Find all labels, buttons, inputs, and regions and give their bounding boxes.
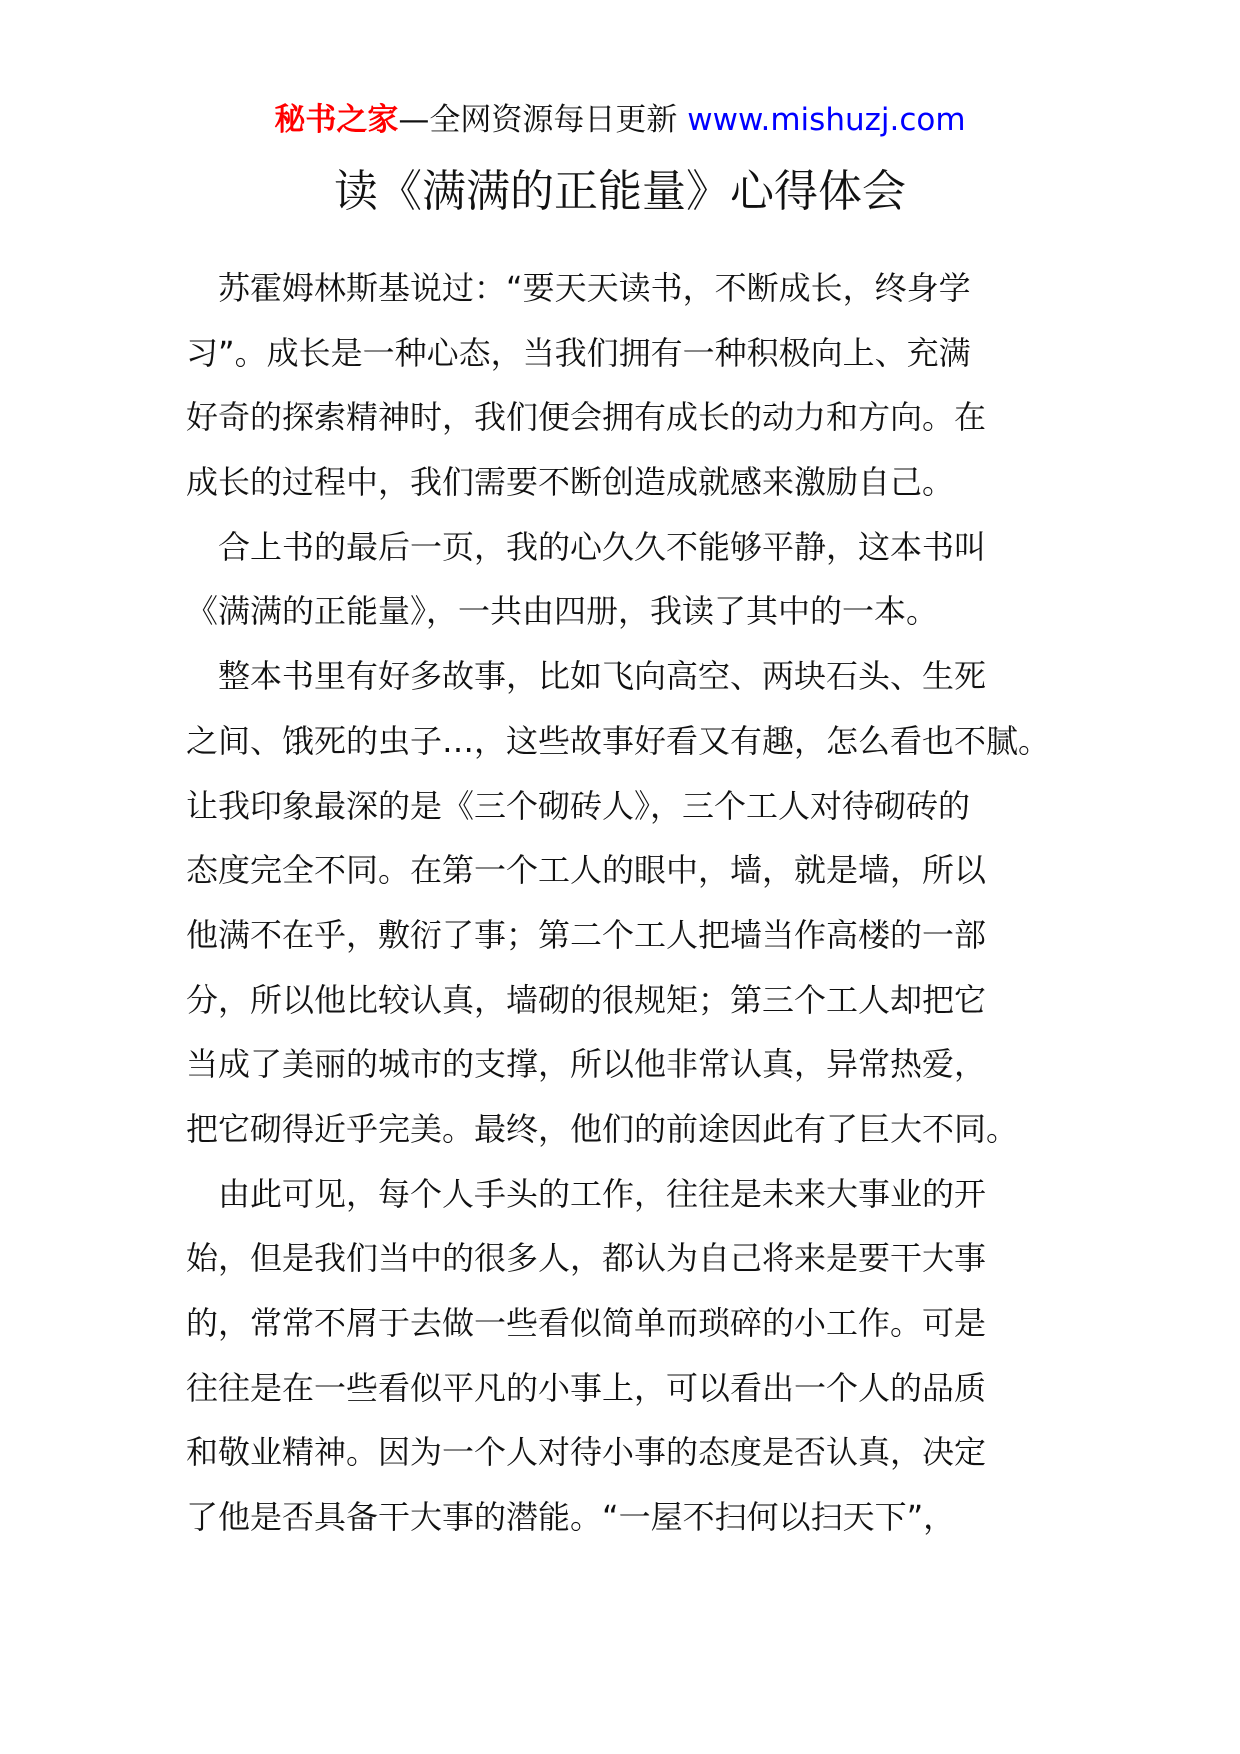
site-url-link[interactable]: www.mishuzj.com (687, 102, 966, 138)
body-line: 态度完全不同。在第一个工人的眼中，墙，就是墙，所以 (186, 851, 987, 890)
brand-name: 秘书之家 (274, 102, 399, 138)
document-body (186, 256, 1054, 1550)
body-line: 他满不在乎，敷衍了事；第二个工人把墙当作高楼的一部 (186, 915, 987, 954)
site-header (0, 98, 1240, 142)
body-line: 整本书里有好多故事，比如飞向高空、两块石头、生死 (186, 657, 987, 696)
document-title: 读《满满的正能量》心得体会 (334, 166, 906, 217)
body-line: 当成了美丽的城市的支撑，所以他非常认真，异常热爱， (186, 1045, 987, 1084)
header-tagline: —全网资源每日更新 (398, 102, 688, 138)
body-line: 合上书的最后一页，我的心久久不能够平静，这本书叫 (186, 527, 987, 566)
body-line: 由此可见，每个人手头的工作，往往是未来大事业的开 (186, 1174, 987, 1213)
body-line: 成长的过程中，我们需要不断创造成就感来激励自己。 (186, 463, 955, 502)
body-line: 了他是否具备干大事的潜能。“一屋不扫何以扫天下”， (186, 1498, 956, 1537)
body-line: 和敬业精神。因为一个人对待小事的态度是否认真，决定 (186, 1433, 987, 1472)
body-line: 分，所以他比较认真，墙砌的很规矩；第三个工人却把它 (186, 980, 987, 1019)
body-line: 习”。成长是一种心态，当我们拥有一种积极向上、充满 (186, 333, 971, 372)
body-line: 苏霍姆林斯基说过：“要天天读书，不断成长，终身学 (186, 269, 971, 307)
body-line: 把它砌得近乎完美。最终，他们的前途因此有了巨大不同。 (186, 1109, 1019, 1148)
body-line: 《满满的正能量》，一共由四册，我读了其中的一本。 (186, 592, 939, 631)
body-line: 让我印象最深的是《三个砌砖人》，三个工人对待砌砖的 (186, 786, 971, 825)
body-line: 始，但是我们当中的很多人，都认为自己将来是要干大事 (186, 1239, 987, 1278)
body-line: 之间、饿死的虫子…，这些故事好看又有趣，怎么看也不腻。 (186, 721, 1051, 760)
body-line: 往往是在一些看似平凡的小事上，可以看出一个人的品质 (186, 1368, 987, 1407)
body-line: 好奇的探索精神时，我们便会拥有成长的动力和方向。在 (186, 398, 987, 437)
body-line: 的，常常不屑于去做一些看似简单而琐碎的小工作。可是 (186, 1304, 987, 1342)
